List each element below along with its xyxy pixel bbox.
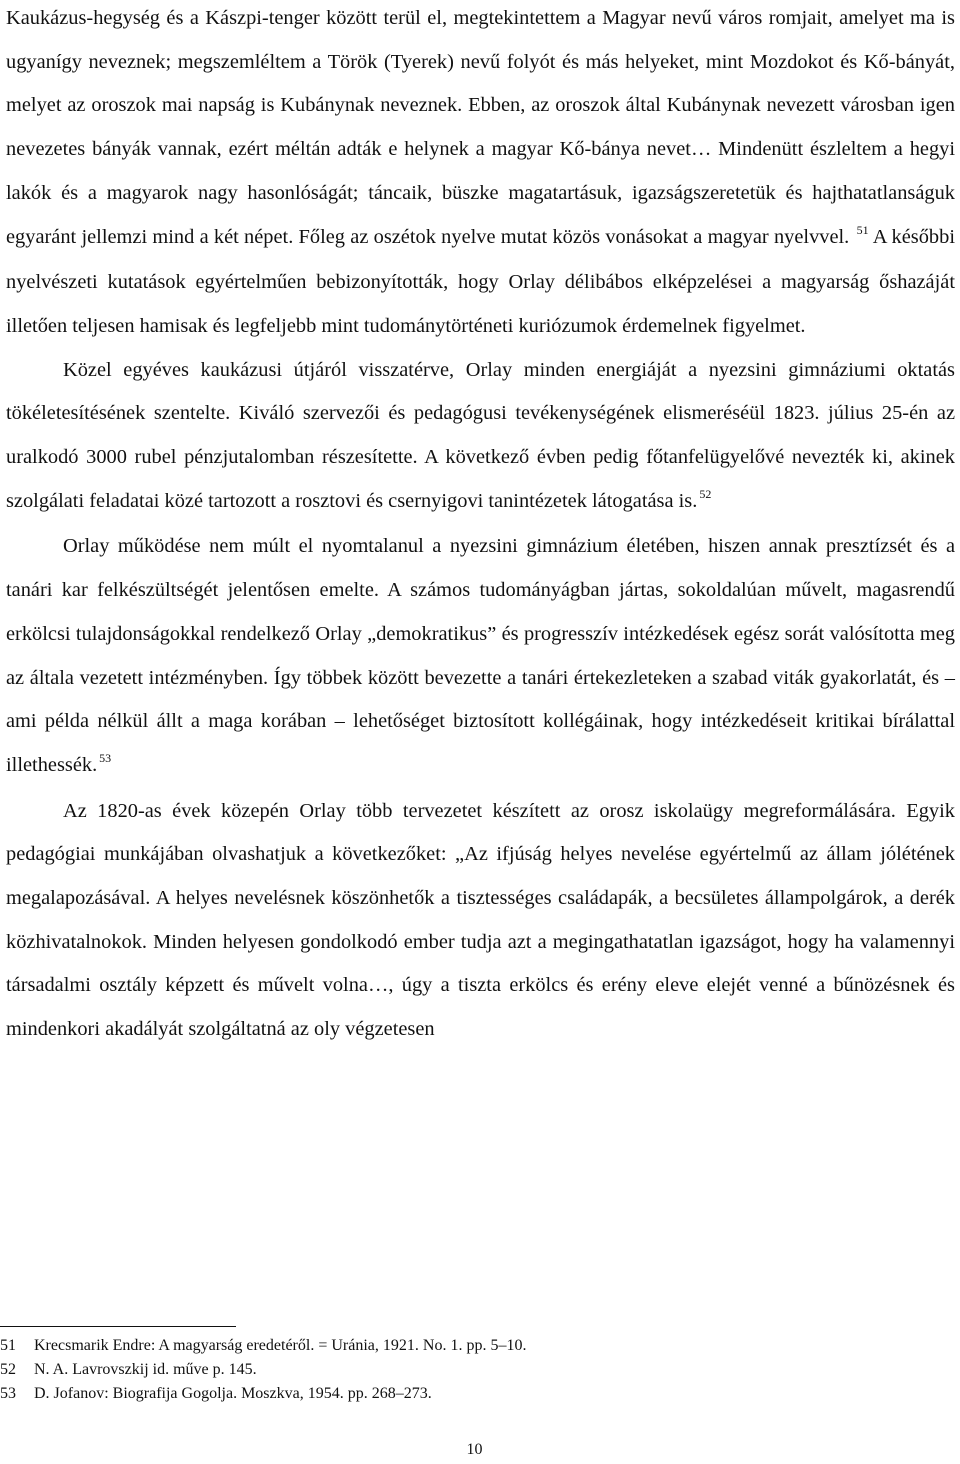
document-page bbox=[6, 0, 955, 1052]
paragraph-2-text: Közel egyéves kaukázusi útjáról visszatérve, Orlay minden energiáját a nyezsini gimnáziumi oktatás tökéletesítésének szentelte. Kiváló szervezői és pedagógusi tevékenységének elismeréséül 1823. július 25-én az uralkodó 3000 rubel pénzjutalomban részesítette. A következő évben pedig főtanfelügyelővé nevezték ki, akinek szolgálati feladatai közé tartozott a rosztovi és csernyigovi tanintézetek látogatása is. bbox=[6, 358, 955, 512]
footnote-separator bbox=[0, 1326, 236, 1327]
footnote-53 bbox=[0, 1382, 949, 1406]
footnote-number: 51 bbox=[0, 1337, 16, 1354]
paragraph-3 bbox=[6, 525, 955, 789]
paragraph-1-continuation: A későbbi nyelvészeti kutatások egyértelműen bebizonyították, hogy Orlay délibábos elképzelései a magyarság őshazáját illetően teljesen hamisak és legfeljebb mint tudománytörténeti kuriózumok érdemelnek figyelmet. bbox=[6, 225, 955, 337]
page-number: 10 bbox=[466, 1441, 483, 1458]
footnote-52 bbox=[0, 1358, 949, 1382]
footnote-number: 53 bbox=[0, 1385, 16, 1402]
paragraph-4-text: Az 1820-as évek közepén Orlay több tervezetet készített az orosz iskolaügy megreformálására. Egyik pedagógiai munkájában olvashatjuk a következőket: „Az ifjúság helyes nevelése egyértelmű az állam jólétének megalapozásával. A helyes nevelésnek köszönhetők a tisztességes családapák, a becsületes állampolgárok, a derék közhivatalnokok. Minden helyesen gondolkodó ember tudja azt a megingathatatlan igazságot, hogy ha valamennyi társadalmi osztály képzett és művelt volna…, úgy a tiszta erkölcs és erény eleve elejét venné a bűnözésnek és mindenkori akadályát szolgáltatná az oly végzetesen bbox=[6, 799, 955, 1041]
footnote-text: D. Jofanov: Biografija Gogolja. Moszkva, 1954. pp. 268–273. bbox=[34, 1385, 432, 1402]
paragraph-4 bbox=[6, 790, 955, 1052]
paragraph-1-text: Kaukázus-hegység és a Kászpi-tenger között terül el, megtekintettem a Magyar nevű város romjait, amelyet ma is ugyanígy neveznek; megszemléltem a Török (Tyerek) nevű folyót és más helyeket, mint Mozdokot és Kő-bányát, melyet az oroszok mai napság is Kubánynak neveznek. Ebben, az oroszok által Kubánynak nevezett városban igen nevezetes bányák vannak, ezért méltán adták e helynek a magyar Kő-bánya nevet… Mindenütt észleltem a hegyi lakók és a magyarok nagy hasonlóságát; táncaik, büszke magatartásuk, igazságszeretetük és hajthatatlanságuk egyaránt jellemzi mind a két népet. Főleg az oszétok nyelve mutat közös vonásokat a magyar nyelvvel. bbox=[6, 7, 955, 248]
paragraph-2 bbox=[6, 349, 955, 526]
footnote-ref-53[interactable]: 53 bbox=[99, 750, 112, 765]
footnote-51 bbox=[0, 1334, 949, 1358]
footnote-text: N. A. Lavrovszkij id. műve p. 145. bbox=[34, 1361, 257, 1378]
footnote-number: 52 bbox=[0, 1361, 16, 1378]
footnote-ref-52[interactable]: 52 bbox=[699, 486, 712, 501]
paragraph-1 bbox=[6, 0, 955, 349]
footnote-text: Krecsmarik Endre: A magyarság eredetéről. = Uránia, 1921. No. 1. pp. 5–10. bbox=[34, 1337, 527, 1354]
paragraph-3-text: Orlay működése nem múlt el nyomtalanul a nyezsini gimnázium életében, hiszen annak presztízsét és a tanári kar felkészültségét jelentősen emelte. A számos tudományágban jártas, sokoldalúan művelt, magasrendű erkölcsi tulajdonságokkal rendelkező Orlay „demokratikus” és progresszív intézkedések egész sorát valósította meg az általa vezetett intézményben. Így többek között bevezette a tanári értekezleteken a szabad viták gyakorlatát, és – ami példa nélkül állt a maga korában – lehetőséget biztosított kollégáinak, hogy intézkedéseit kritikai bírálattal illethessék. bbox=[6, 535, 955, 776]
footnotes bbox=[0, 1334, 949, 1406]
footnote-ref-51[interactable]: 51 bbox=[856, 222, 869, 237]
